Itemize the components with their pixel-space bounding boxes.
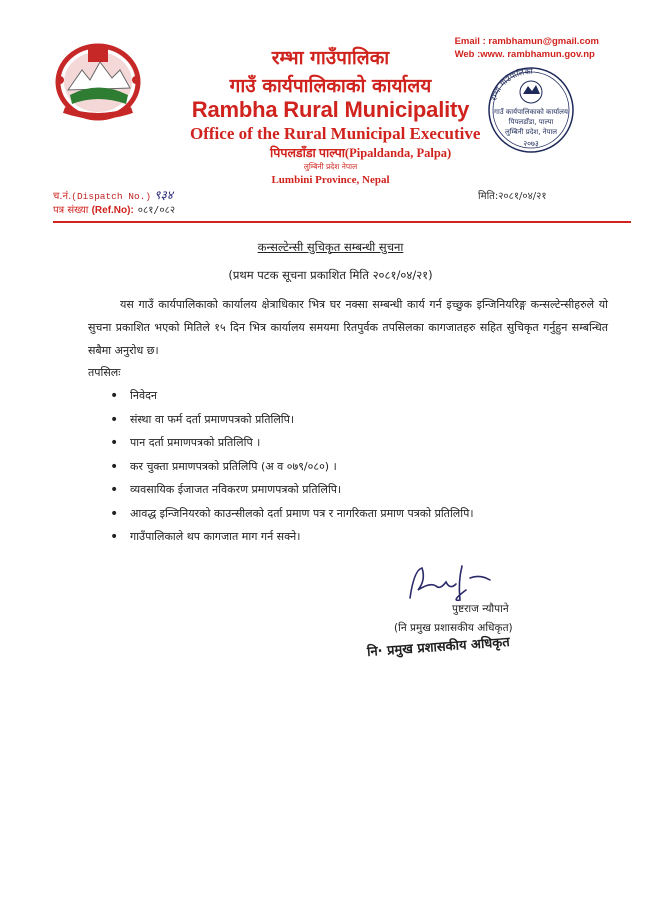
- ref-value: ०८१/०८२: [137, 205, 176, 216]
- bullet-icon: •: [110, 505, 119, 522]
- header-office-en: Office of the Rural Municipal Executive: [190, 124, 481, 143]
- dispatch-label: च.नं.: [53, 191, 72, 202]
- dispatch-number: [53, 186, 173, 203]
- handwritten-signature: [400, 560, 498, 606]
- website-text[interactable]: Web :www. rambhamun.gov.np: [454, 49, 595, 60]
- header-province-en: Lumbini Province, Nepal: [271, 174, 390, 186]
- signatory-name: पुष्टराज न्यौपाने: [452, 603, 509, 615]
- bullet-icon: •: [110, 435, 119, 451]
- bullet-icon: •: [110, 411, 119, 428]
- bullet-icon: •: [110, 529, 119, 545]
- list-item-text: निवेदन: [130, 389, 158, 402]
- bullet-icon: •: [110, 458, 119, 475]
- list-item: [108, 460, 474, 484]
- list-item: [108, 530, 474, 554]
- list-item-text: आवद्ध इन्जिनियरको काउन्सीलको दर्ता प्रमाण पत्र र नागरिकता प्रमाण पत्रको प्रतिलिपि।: [130, 506, 474, 520]
- notice-subtitle: (प्रथम पटक सूचना प्रकाशित मिति २०८१/०४/२१): [228, 268, 433, 282]
- svg-text:रम्भा गाउँपालिका: [489, 67, 534, 102]
- list-item-text: पान दर्ता प्रमाणपत्रको प्रतिलिपि ।: [130, 436, 261, 449]
- list-item: [108, 436, 474, 460]
- seal-office-text: गाउँ कार्यपालिकाको कार्यालय: [494, 108, 568, 116]
- seal-year-text: २०७३: [523, 139, 539, 148]
- header-municipality-en: Rambha Rural Municipality: [191, 97, 470, 122]
- list-item-text: संस्था वा फर्म दर्ता प्रमाणपत्रको प्रतिलिपि।: [130, 412, 295, 426]
- notice-title: [0, 240, 661, 255]
- list-item: [108, 507, 474, 531]
- header-province-np: लुम्बिनी प्रदेश नेपाल: [303, 162, 358, 171]
- header-location: पिपलडाँडा पाल्पा(Pipaldanda, Palpa): [270, 146, 452, 160]
- seal-province-text: लुम्बिनी प्रदेश, नेपाल: [504, 128, 558, 136]
- official-seal-stamp: [485, 58, 577, 156]
- dispatch-label-en: (Dispatch No.): [71, 191, 152, 202]
- header-municipality-np: रम्भा गाउँपालिका: [271, 47, 390, 69]
- ref-label: पत्र संख्या: [53, 205, 89, 216]
- letter-date: मिति:२०८१/०४/२१: [478, 191, 547, 202]
- list-item-text: कर चुक्ता प्रमाणपत्रको प्रतिलिपि (अ व ०७९/०८०) ।: [130, 459, 337, 473]
- header-office-np: गाउँ कार्यपालिकाको कार्यालय: [229, 75, 432, 97]
- ref-label-en: (Ref.No):: [91, 205, 134, 216]
- tapasil-label: तपसिलः: [88, 366, 121, 379]
- email-text[interactable]: Email : rambhamun@gmail.com: [454, 36, 599, 47]
- bullet-icon: •: [110, 388, 119, 404]
- notice-paragraph: यस गाउँ कार्यपालिकाको कार्यालय क्षेत्राधिकार भित्र घर नक्सा सम्बन्धी कार्य गर्न इच्छुक इन्जिनियरिङ्ग कन्सल्टेन्सीहरुले यो सुचना प्रकाशित भएको मितिले १५ दिन भित्र कार्यालय समयमा रितपुर्वक तपसिलका कागजातहरु सहित सुचिकृत गर्नुहुन सम्बन्धित सबैमा अनुरोध छ।: [88, 298, 608, 357]
- seal-arc-text: रम्भा गाउँपालिका: [489, 66, 533, 102]
- list-item: [108, 483, 474, 507]
- dispatch-value: ९३४: [154, 188, 174, 202]
- header-divider: [53, 221, 631, 223]
- list-item-text: व्यवसायिक ईजाजत नविकरण प्रमाणपत्रको प्रतिलिपि।: [130, 483, 342, 496]
- list-item-text: गाउँपालिकाले थप कागजात माग गर्न सक्ने।: [130, 530, 301, 543]
- document-requirements-list: [108, 389, 474, 554]
- bullet-icon: •: [110, 482, 119, 498]
- designation-stamp: नि· प्रमुख प्रशासकीय अधिकृत: [366, 635, 511, 660]
- signatory-title: (नि प्रमुख प्रशासकीय अधिकृत): [394, 622, 513, 634]
- notice-title-text: कन्सल्टेन्सी सुचिकृत सम्बन्धी सुचना: [257, 240, 404, 254]
- list-item: [108, 389, 474, 413]
- reference-number: [53, 202, 175, 216]
- list-item: [108, 413, 474, 437]
- seal-place-text: पिपलडाँडा, पाल्पा: [508, 118, 554, 126]
